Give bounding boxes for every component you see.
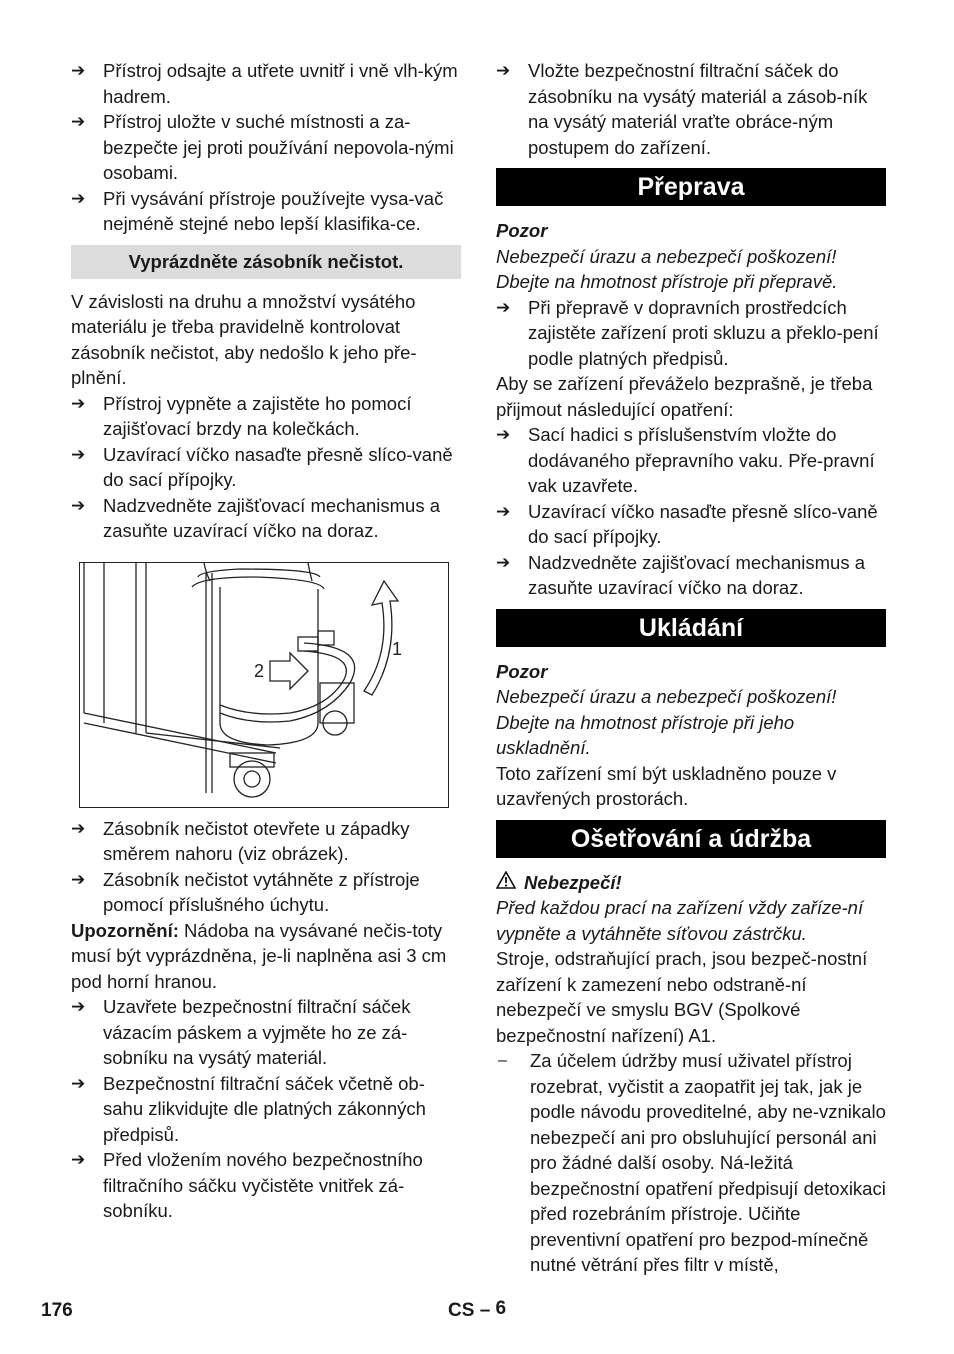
arrow-right-icon: ➔ — [71, 393, 86, 413]
list-item: – Za účelem údržby musí uživatel přístroj rozebrat, vyčistit a zaopatřit jej tak, jak je podle návodu proveditelné, aby ne-vznikalo nebezpečí ani pro obsluhující personál ani pro žádné další osoby. Ná-ležitá bezpečnostní opatření předpisují detoxikaci před rozebráním přístroje. Učiňte preventivní opatření pro bezpod-mínečně nutné větrání přes filtr v místě, — [498, 1050, 886, 1275]
left-column — [71, 58, 461, 1224]
subheading: Vyprázdněte zásobník nečistot. — [71, 245, 461, 279]
section-title-osetrovani: Ošetřování a údržba — [496, 820, 886, 858]
caution-label: Pozor — [496, 660, 548, 682]
arrow-right-icon: ➔ — [71, 1073, 86, 1093]
arrow-right-icon: ➔ — [496, 552, 511, 572]
arrow-right-icon: ➔ — [496, 425, 511, 444]
list-item: ➔ Přístroj vypněte a zajistěte ho pomocí zajišťovací brzdy na kolečkách. — [71, 392, 412, 439]
arrow-right-icon: ➔ — [71, 495, 86, 515]
paragraph: V závislosti na druhu a množství vysátého materiálu je třeba pravidelně kontrolovat zásobník nečistot, aby nedošlo k jeho pře-plnění. — [71, 290, 417, 388]
caution-label: Pozor — [496, 220, 548, 241]
arrow-right-icon: ➔ — [71, 188, 86, 208]
danger-heading — [496, 870, 886, 896]
list-item: ➔ Uzavírací víčko nasaďte přesně slíco-vaně do sací přípojky. — [496, 500, 878, 547]
list-item: ➔ Sací hadici s příslušenstvím vložte do dodávaného přepravního vaku. Pře-pravní vak uzavřete. — [496, 424, 875, 496]
list-item: ➔ Při přepravě v dopravních prostředcích zajistěte zařízení proti skluzu a překlo-pení podle platných předpisů. — [496, 296, 879, 369]
arrow-right-icon: ➔ — [71, 112, 86, 131]
arrow-right-icon: ➔ — [71, 1150, 86, 1169]
arrow-right-icon: ➔ — [71, 818, 86, 838]
list-item: ➔ Přístroj odsajte a utřete uvnitř i vně vlh-kým hadrem. — [71, 60, 458, 107]
caution-text: Nebezpečí úrazu a nebezpečí poškození! Dbejte na hmotnost přístroje při jeho uskladnění. — [496, 686, 837, 758]
warning-triangle-icon — [496, 870, 524, 896]
page-section-label: CS – 6 — [448, 1298, 507, 1321]
arrow-right-icon: ➔ — [496, 61, 511, 80]
figure-label-1: 1 — [392, 638, 403, 659]
danger-label: Nebezpečí! — [524, 871, 622, 893]
page-number: 176 — [41, 1300, 73, 1321]
note — [71, 918, 461, 995]
list-item: ➔ Nadzvedněte zajišťovací mechanismus a zasuňte uzavírací víčko na doraz. — [71, 494, 441, 541]
list-item: ➔ Bezpečnostní filtrační sáček včetně ob-sahu zlikvidujte dle platných zákonných předpisů. — [71, 1072, 426, 1145]
paragraph: Aby se zařízení převáželo bezprašně, je třeba přijmout následující opatření: — [496, 373, 873, 420]
note-label: Upozornění: — [71, 919, 179, 941]
right-column — [496, 58, 886, 1278]
list-item: ➔ Přístroj uložte v suché místnosti a za-bezpečte jej proti používání nepovola-nými osobami. — [71, 111, 454, 183]
section-title-ukladani: Ukládání — [496, 609, 886, 647]
list-item: ➔ Uzavřete bezpečnostní filtrační sáček vázacím páskem a vyjměte ho ze zá-sobníku na vysátý materiál. — [71, 996, 411, 1068]
list-item: ➔ Zásobník nečistot vytáhněte z přístroje pomocí příslušného úchytu. — [71, 868, 420, 915]
arrow-right-icon: ➔ — [71, 997, 86, 1016]
arrow-right-icon: ➔ — [71, 869, 86, 889]
danger-text: Před každou prací na zařízení vždy zaříze-ní vypněte a vytáhněte síťovou zástrčku. — [496, 897, 864, 944]
section-title-preprava: Přeprava — [496, 168, 886, 206]
arrow-right-icon: ➔ — [71, 61, 86, 80]
note-text: Nádoba na vysávané nečis-toty musí být vyprázdněna, je-li naplněna asi 3 cm pod horní hranou. — [71, 919, 447, 992]
list-item: ➔ Před vložením nového bezpečnostního filtračního sáčku vyčistěte vnitřek zá-sobníku. — [71, 1149, 423, 1221]
figure-label-2: 2 — [254, 660, 265, 681]
arrow-right-icon: ➔ — [496, 297, 511, 317]
caution-text: Nebezpečí úrazu a nebezpečí poškození! Dbejte na hmotnost přístroje při přepravě. — [496, 245, 838, 292]
list-item: ➔ Zásobník nečistot otevřete u západky směrem nahoru (viz obrázek). — [71, 817, 410, 864]
list-item: ➔ Uzavírací víčko nasaďte přesně slíco-vaně do sací přípojky. — [71, 443, 453, 490]
arrow-right-icon: ➔ — [496, 501, 511, 521]
vacuum-illustration — [80, 563, 448, 807]
dash-icon: – — [498, 1052, 507, 1069]
list-item: ➔ Při vysávání přístroje používejte vysa-vač nejméně stejné nebo lepší klasifika-ce. — [71, 187, 444, 234]
paragraph: Stroje, odstraňující prach, jsou bezpeč-nostní zařízení k zamezení nebo odstraně-ní nebezpečí ve smyslu BGV (Spolkové bezpečnostní nařízení) A1. — [496, 948, 868, 1046]
list-item: ➔ Vložte bezpečnostní filtrační sáček do zásobníku na vysátý materiál a zásob-ník na vysátý materiál vraťte obráce-ným postupem do zařízení. — [496, 60, 868, 158]
arrow-right-icon: ➔ — [71, 444, 86, 464]
list-item: ➔ Nadzvedněte zajišťovací mechanismus a zasuňte uzavírací víčko na doraz. — [496, 551, 866, 598]
paragraph: Toto zařízení smí být uskladněno pouze v uzavřených prostorách. — [496, 762, 837, 809]
figure-vacuum-container — [79, 562, 449, 808]
